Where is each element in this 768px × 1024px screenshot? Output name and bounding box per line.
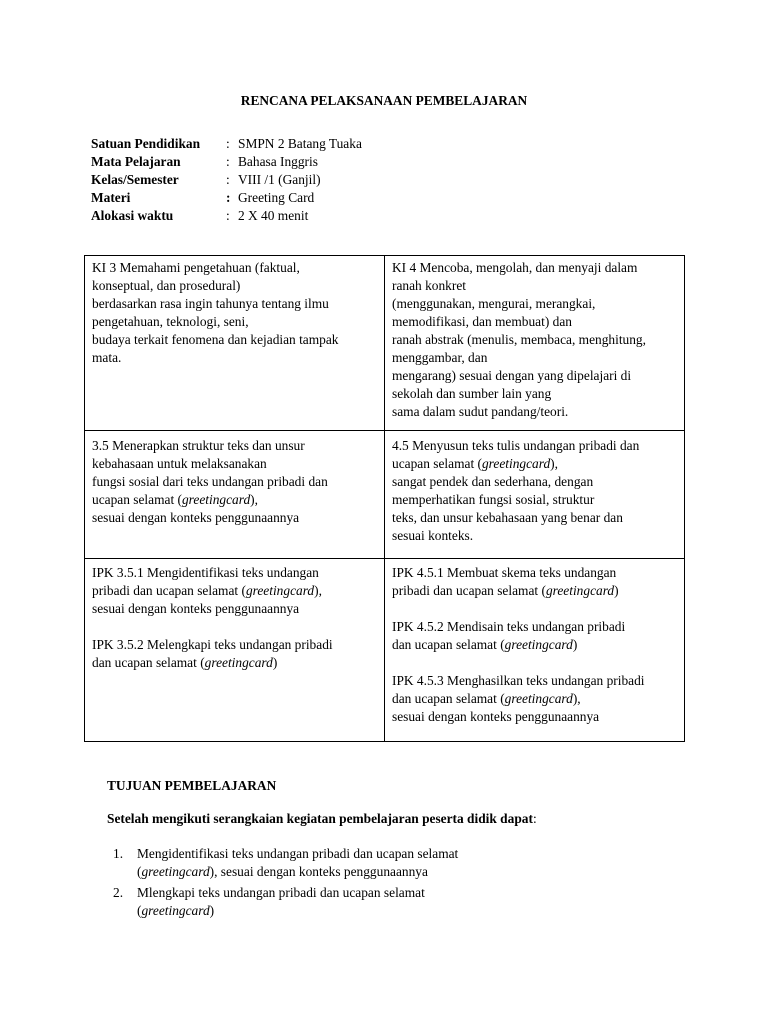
ipk4-line xyxy=(392,690,679,708)
cell-ipk-4 xyxy=(385,561,686,729)
text: dan ucapan selamat ( xyxy=(392,637,505,652)
identity-row-time xyxy=(91,207,362,225)
text: ), sesuai dengan konteks penggunaannya xyxy=(209,864,428,879)
identity-colon: : xyxy=(226,172,230,187)
identity-label: Kelas/Semester xyxy=(91,172,179,187)
ipk4-line: IPK 4.5.3 Menghasilkan teks undangan pribadi xyxy=(392,673,645,688)
identity-colon: : xyxy=(226,154,230,169)
identity-row-class xyxy=(91,171,362,189)
list-number: 1. xyxy=(113,846,124,861)
intro-text: Setelah mengikuti serangkaian kegiatan pembelajaran peserta didik dapat xyxy=(107,811,533,826)
ipk4-line: IPK 4.5.2 Mendisain teks undangan pribadi xyxy=(392,619,626,634)
kd45-line: memperhatikan fungsi sosial, struktur xyxy=(392,492,595,507)
identity-label: Materi xyxy=(91,190,131,205)
text: pribadi dan ucapan selamat ( xyxy=(392,583,546,598)
identity-row-material xyxy=(91,189,362,207)
ki4-line: sama dalam sudut pandang/teori. xyxy=(392,404,569,419)
cell-kd-3-5 xyxy=(85,434,384,530)
ki4-line: sekolah dan sumber lain yang xyxy=(392,386,552,401)
italic-term: greetingcard xyxy=(181,492,251,507)
text: ), xyxy=(314,583,322,598)
ki3-line: budaya terkait fenomena dan kejadian tampak xyxy=(92,332,339,347)
kd45-line: sesuai konteks. xyxy=(392,528,474,543)
italic-term: greetingcard xyxy=(141,864,210,879)
table-row-divider xyxy=(85,558,684,559)
ki4-line: (menggunakan, mengurai, merangkai, xyxy=(392,296,596,311)
kd35-line: fungsi sosial dari teks undangan pribadi dan xyxy=(92,474,328,489)
kd35-line: 3.5 Menerapkan struktur teks dan unsur xyxy=(92,438,305,453)
italic-term: greetingcard xyxy=(504,637,573,652)
ipk3-line xyxy=(92,654,377,672)
ki3-line: konseptual, dan prosedural) xyxy=(92,278,241,293)
text: dan ucapan selamat ( xyxy=(92,655,205,670)
ki4-line: mengarang) sesuai dengan yang dipelajari di xyxy=(392,368,632,383)
list-item xyxy=(107,845,527,881)
identity-value: Bahasa Inggris xyxy=(238,154,318,169)
cell-ki4 xyxy=(385,256,686,424)
cell-ipk-3 xyxy=(85,561,384,675)
intro-colon: : xyxy=(532,811,537,826)
italic-term: greetingcard xyxy=(245,583,315,598)
text: dan ucapan selamat ( xyxy=(392,691,505,706)
ki4-line: memodifikasi, dan membuat) dan xyxy=(392,314,572,329)
identity-value: 2 X 40 menit xyxy=(238,208,309,223)
identity-label: Alokasi waktu xyxy=(91,208,174,223)
ki4-line: KI 4 Mencoba, mengolah, dan menyaji dalam xyxy=(392,260,638,275)
kd35-line: sesuai dengan konteks penggunaannya xyxy=(92,510,300,525)
text: Mengidentifikasi teks undangan pribadi dan ucapan selamat xyxy=(137,846,459,861)
text: pribadi dan ucapan selamat ( xyxy=(92,583,246,598)
text: Mlengkapi teks undangan pribadi dan ucapan selamat xyxy=(137,885,425,900)
text: ), xyxy=(550,456,558,471)
identity-label: Satuan Pendidikan xyxy=(91,136,201,151)
identity-label: Mata Pelajaran xyxy=(91,154,181,169)
section-heading: TUJUAN PEMBELAJARAN xyxy=(107,778,277,793)
italic-term: greetingcard xyxy=(545,583,615,598)
identity-value: VIII /1 (Ganjil) xyxy=(238,172,321,187)
text: ( xyxy=(137,903,142,918)
ki3-line: KI 3 Memahami pengetahuan (faktual, xyxy=(92,260,300,275)
list-item xyxy=(107,884,527,920)
kd35-line: kebahasaan untuk melaksanakan xyxy=(92,456,267,471)
italic-term: greetingcard xyxy=(141,903,210,918)
ipk4-line: IPK 4.5.1 Membuat skema teks undangan xyxy=(392,565,617,580)
text: ) xyxy=(209,903,215,918)
ki3-line: mata. xyxy=(92,350,122,365)
ipk3-line: IPK 3.5.1 Mengidentifikasi teks undangan xyxy=(92,565,319,580)
kd35-line xyxy=(92,491,377,509)
spacer xyxy=(92,618,377,636)
list-item-text xyxy=(137,884,527,920)
text: ), xyxy=(250,492,258,507)
identity-row-subject xyxy=(91,153,362,171)
spacer xyxy=(392,654,679,672)
identity-value: SMPN 2 Batang Tuaka xyxy=(238,136,362,151)
kd45-line: 4.5 Menyusun teks tulis undangan pribadi dan xyxy=(392,438,640,453)
identity-colon: : xyxy=(226,208,230,223)
kd45-line: teks, dan unsur kebahasaan yang benar dan xyxy=(392,510,623,525)
ki3-line: pengetahuan, teknologi, seni, xyxy=(92,314,249,329)
text: ) xyxy=(572,637,578,652)
text: ), xyxy=(572,691,581,706)
text: ) xyxy=(614,583,619,598)
table-row-divider xyxy=(85,430,684,431)
identity-block xyxy=(91,135,362,225)
text: ) xyxy=(272,655,278,670)
italic-term: greetingcard xyxy=(481,456,551,471)
spacer xyxy=(392,600,679,618)
ipk4-line: sesuai dengan konteks penggunaannya xyxy=(392,709,600,724)
objectives-list xyxy=(107,845,527,923)
ki4-line: ranah abstrak (menulis, membaca, menghitung, xyxy=(392,332,646,347)
identity-value: Greeting Card xyxy=(238,190,315,205)
ipk4-line xyxy=(392,636,679,654)
cell-kd-4-5 xyxy=(385,434,686,548)
ipk3-line xyxy=(92,582,377,600)
identity-colon: : xyxy=(226,190,231,205)
kd45-line: sangat pendek dan sederhana, dengan xyxy=(392,474,594,489)
text: ucapan selamat ( xyxy=(92,492,182,507)
list-item-text xyxy=(137,845,527,881)
document-title: RENCANA PELAKSANAAN PEMBELAJARAN xyxy=(240,93,528,108)
identity-colon: : xyxy=(226,136,230,151)
competency-table xyxy=(84,255,685,742)
ipk3-line: IPK 3.5.2 Melengkapi teks undangan pribadi xyxy=(92,637,333,652)
ki3-line: berdasarkan rasa ingin tahunya tentang ilmu xyxy=(92,296,329,311)
ki4-line: menggambar, dan xyxy=(392,350,488,365)
ipk4-line xyxy=(392,582,679,600)
italic-term: greetingcard xyxy=(204,655,273,670)
italic-term: greetingcard xyxy=(504,691,573,706)
text: ucapan selamat ( xyxy=(392,456,482,471)
kd45-line xyxy=(392,455,679,473)
list-number: 2. xyxy=(113,885,124,900)
cell-ki3 xyxy=(85,256,384,370)
ki4-line: ranah konkret xyxy=(392,278,466,293)
objectives-intro xyxy=(107,811,537,827)
ipk3-line: sesuai dengan konteks penggunaannya xyxy=(92,601,300,616)
text: ( xyxy=(137,864,142,879)
identity-row-school xyxy=(91,135,362,153)
